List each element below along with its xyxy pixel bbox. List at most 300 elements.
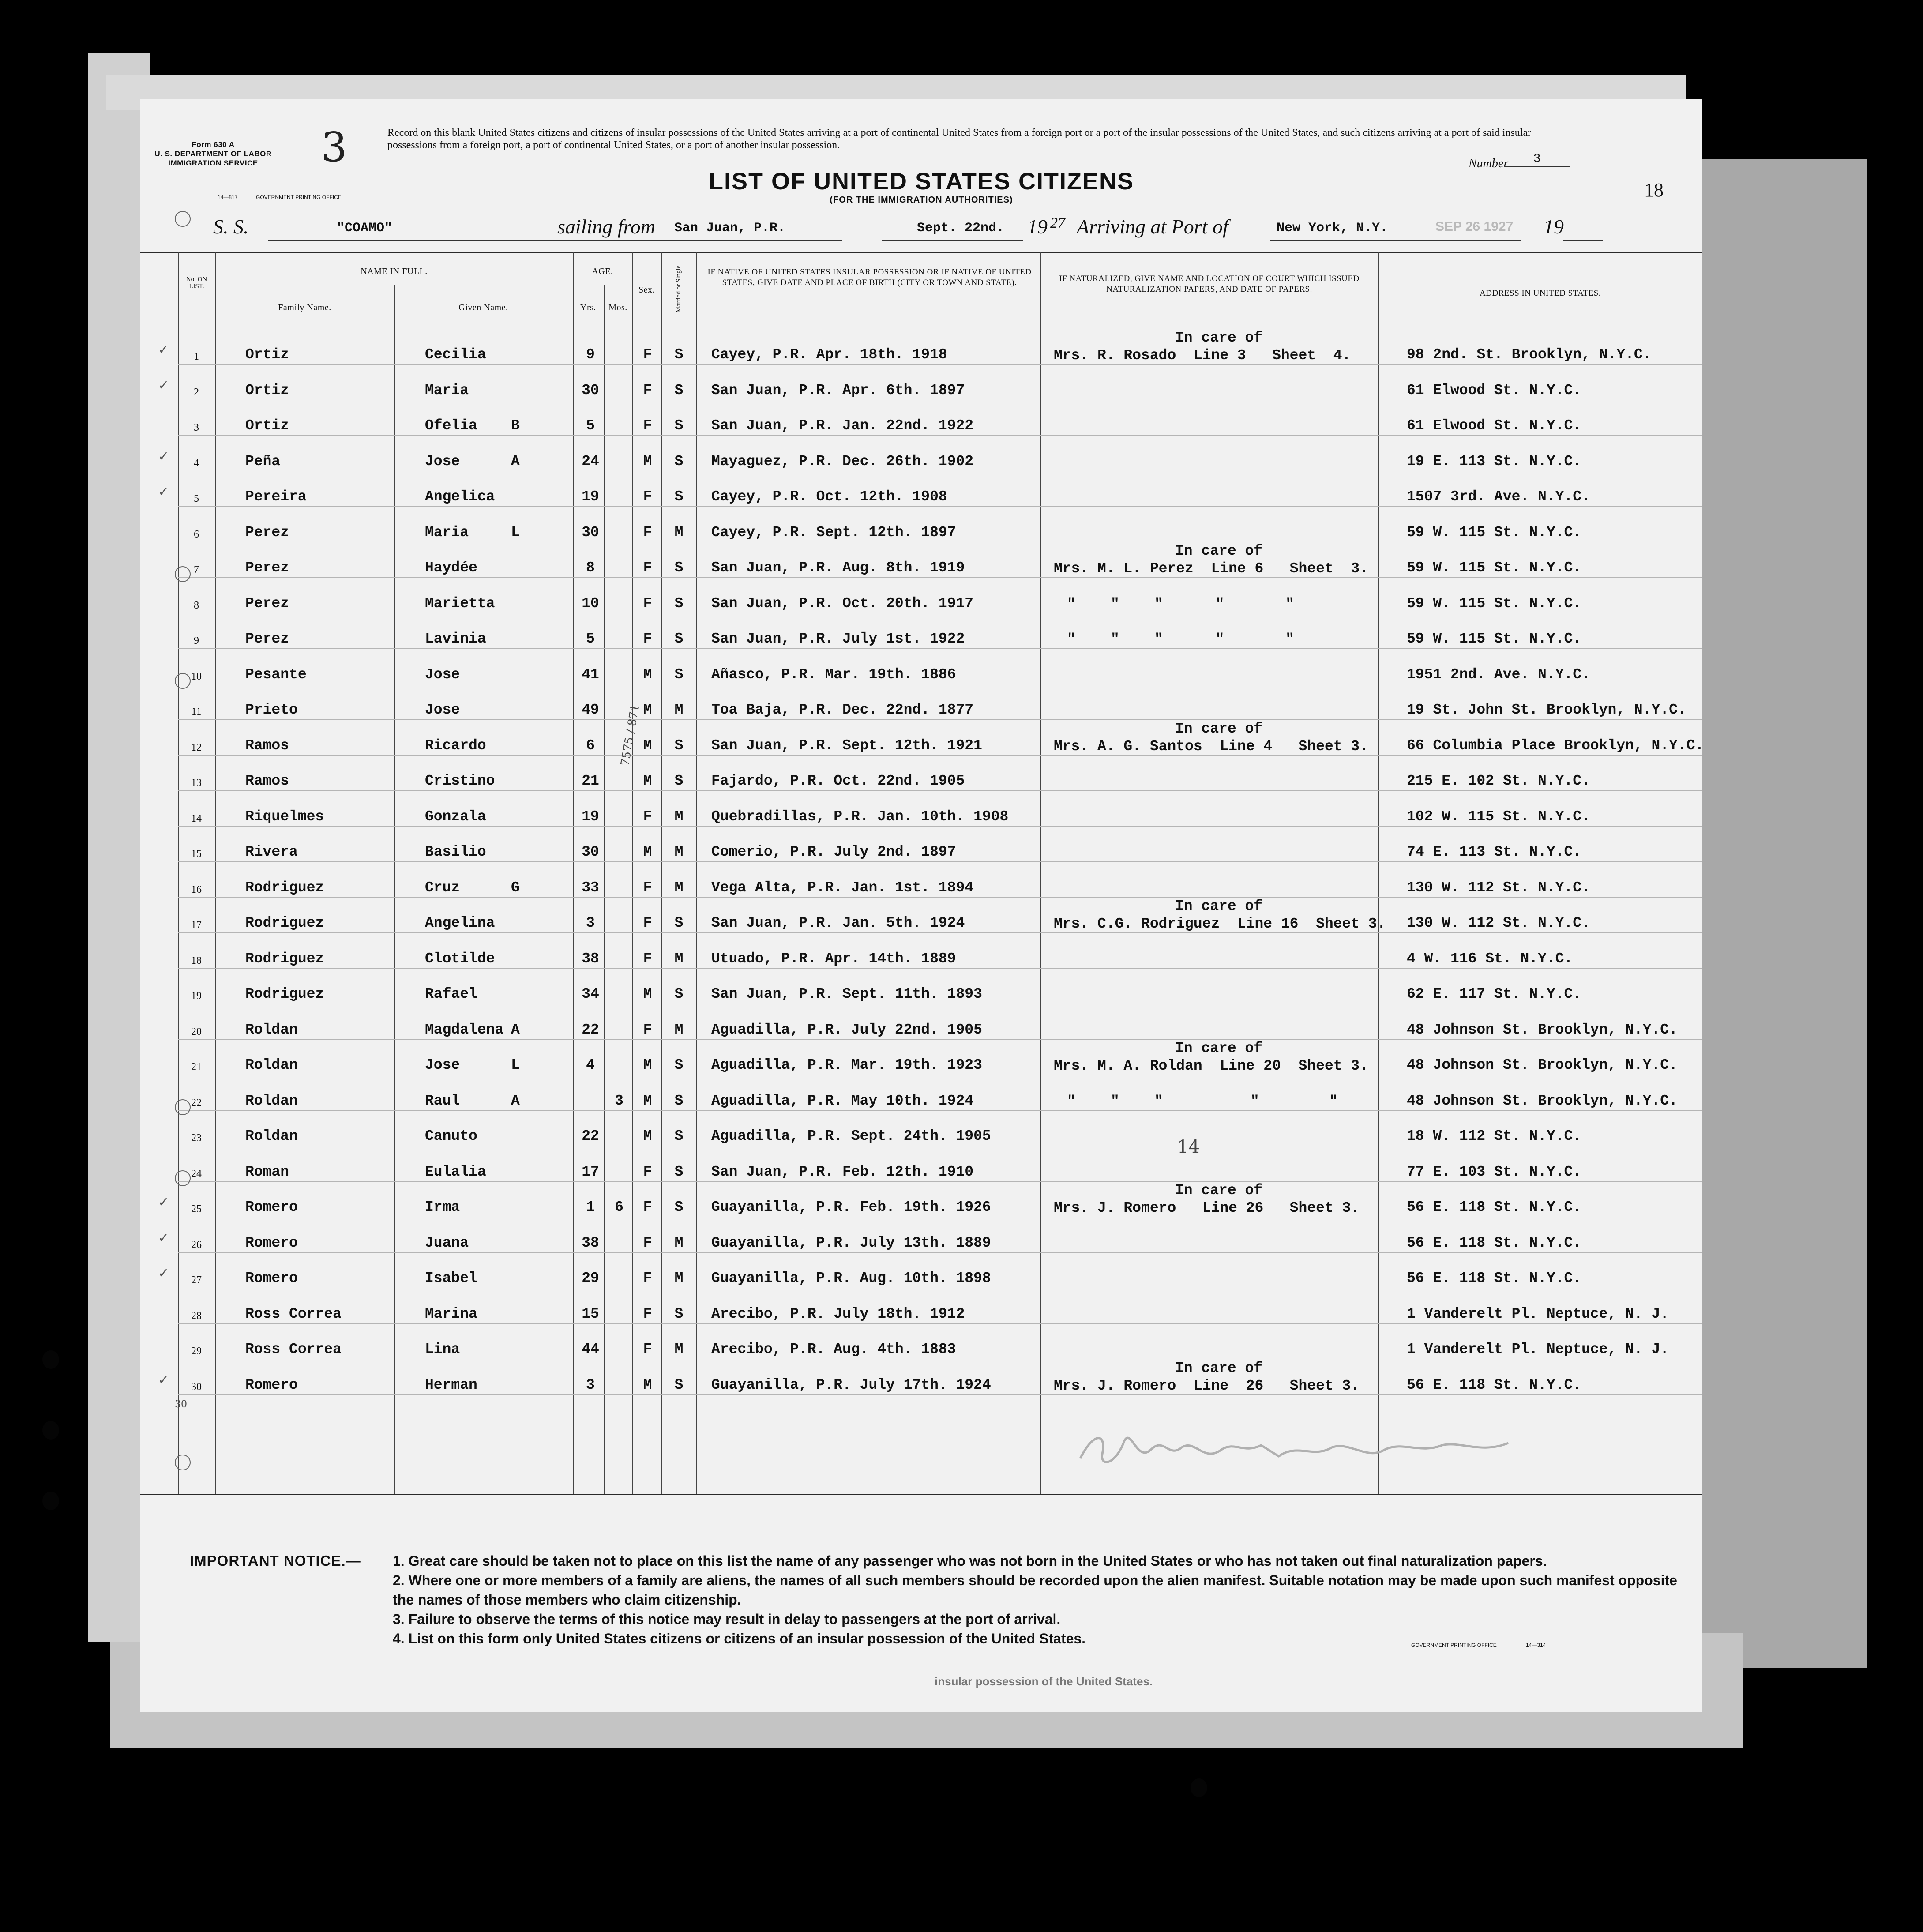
cell-birth: Quebradillas, P.R. Jan. 10th. 1908 (711, 808, 1009, 825)
cell-sex: F (643, 879, 652, 896)
cell-address: 1507 3rd. Ave. N.Y.C. (1407, 489, 1590, 505)
cell-sex: M (643, 844, 652, 860)
cell-sex: F (643, 1341, 652, 1357)
cell-ms: S (674, 453, 684, 470)
line-number: 11 (191, 706, 202, 718)
margin-note: 14 (1177, 1137, 1200, 1157)
cell-ms: S (674, 595, 684, 612)
cell-ms: S (674, 1163, 684, 1180)
cell-yrs: 17 (582, 1163, 599, 1180)
cell-address: 61 Elwood St. N.Y.C. (1407, 417, 1582, 434)
cell-yrs: 3 (586, 915, 595, 931)
cell-birth: Utuado, P.R. Apr. 14th. 1889 (711, 950, 956, 967)
cell-yrs: 9 (586, 346, 595, 363)
manifest-sheet (140, 99, 1702, 1712)
arrival-year-label: 19 (1544, 215, 1564, 238)
cell-birth: Aguadilla, P.R. Mar. 19th. 1923 (711, 1057, 982, 1073)
cell-birth: Aguadilla, P.R. July 22nd. 1905 (711, 1021, 982, 1038)
cell-yrs: 1 (586, 1199, 595, 1215)
cell-birth: Arecibo, P.R. Aug. 4th. 1883 (711, 1341, 956, 1357)
cell-ms: M (674, 524, 684, 541)
cell-given: Jose (425, 702, 460, 718)
cell-family: Ross Correa (245, 1305, 342, 1322)
cell-birth: San Juan, P.R. Apr. 6th. 1897 (711, 382, 965, 398)
ship-name: "COAMO" (337, 221, 393, 236)
circle-mark-icon (175, 673, 191, 689)
cell-given: Isabel (425, 1270, 477, 1286)
table-row (140, 436, 1702, 471)
cell-family: Rodriguez (245, 950, 324, 967)
cell-ms: S (674, 489, 684, 505)
cell-given: Raul (425, 1092, 460, 1109)
header-age: AGE. (592, 267, 613, 276)
line-number: 26 (191, 1239, 202, 1251)
cell-family: Ramos (245, 773, 289, 789)
cell-yrs: 44 (582, 1341, 599, 1357)
check-mark-icon: ✓ (158, 449, 169, 464)
header-naturalized: IF NATURALIZED, GIVE NAME AND LOCATION OF COURT WHICH ISSUED NATURALIZATION PAPERS, AND DATE OF PAPERS. (1059, 274, 1360, 294)
line-number: 4 (194, 457, 199, 469)
cell-ms: S (674, 1092, 684, 1109)
cell-birth: Toa Baja, P.R. Dec. 22nd. 1877 (711, 702, 974, 718)
page-number: 18 (1644, 179, 1664, 201)
table-row (140, 1039, 1702, 1075)
punch-hole (42, 1492, 59, 1510)
table-row (140, 720, 1702, 755)
cell-yrs: 33 (582, 879, 599, 896)
fill-line (882, 239, 1023, 241)
cell-given: Clotilde (425, 950, 495, 967)
cell-address: 56 E. 118 St. N.Y.C. (1407, 1376, 1582, 1393)
fill-line (1270, 239, 1521, 241)
cell-address: 62 E. 117 St. N.Y.C. (1407, 986, 1582, 1002)
check-mark-icon: ✓ (158, 485, 169, 499)
punch-hole (42, 1350, 59, 1369)
circle-mark-icon (175, 1455, 191, 1470)
circle-mark-icon (175, 211, 191, 227)
cell-family: Prieto (245, 702, 298, 718)
cell-address: 4 W. 116 St. N.Y.C. (1407, 950, 1573, 967)
cell-birth: Guayanilla, P.R. July 13th. 1889 (711, 1234, 991, 1251)
table-row (140, 400, 1702, 435)
page-subtitle: (FOR THE IMMIGRATION AUTHORITIES) (830, 195, 1013, 205)
cell-birth: Aguadilla, P.R. Sept. 24th. 1905 (711, 1128, 991, 1144)
cell-init: A (511, 1021, 520, 1038)
circle-mark-icon (175, 566, 191, 582)
cell-family: Rodriguez (245, 986, 324, 1002)
circle-mark-icon (175, 1170, 191, 1186)
cell-yrs: 4 (586, 1057, 595, 1073)
signature-scribble (1076, 1423, 1517, 1476)
cell-family: Romero (245, 1270, 298, 1286)
cell-given: Canuto (425, 1128, 477, 1144)
ditto-marks: " " " " " (1067, 596, 1294, 613)
cell-given: Jose (425, 666, 460, 683)
cell-ms: S (674, 560, 684, 576)
cell-address: 18 W. 112 St. N.Y.C. (1407, 1128, 1582, 1144)
cell-yrs: 24 (582, 453, 599, 470)
line-number: 10 (191, 670, 202, 682)
cell-ms: S (674, 737, 684, 754)
check-mark-icon: ✓ (158, 1266, 169, 1281)
cell-given: Ofelia (425, 417, 477, 434)
cell-mos: 6 (615, 1199, 623, 1215)
cell-given: Marina (425, 1305, 477, 1322)
cell-given: Cristino (425, 773, 495, 789)
care-of-text: Mrs. M. A. Roldan Line 20 Sheet 3. (1054, 1058, 1368, 1074)
cell-address: 48 Johnson St. Brooklyn, N.Y.C. (1407, 1021, 1678, 1038)
cell-address: 1 Vanderelt Pl. Neptuce, N. J. (1407, 1341, 1669, 1357)
cell-address: 56 E. 118 St. N.Y.C. (1407, 1199, 1582, 1215)
cell-yrs: 49 (582, 702, 599, 718)
care-of-label: In care of (1175, 330, 1263, 346)
table-row (140, 1110, 1702, 1146)
cell-ms: M (674, 808, 684, 825)
cell-ms: S (674, 346, 684, 363)
cell-ms: M (674, 844, 684, 860)
cell-given: Maria (425, 382, 469, 398)
line-number: 3 (194, 422, 199, 433)
header-sex: Sex. (638, 285, 655, 295)
cell-sex: F (643, 1021, 652, 1038)
notice-item-2: 2. Where one or more members of a family are aliens, the names of all such members should be recorded upon the alien manifest. Suitable notation may be made upon such manifest opposite the names of those members who claim citizenship. (393, 1572, 1677, 1608)
punch-hole (42, 1421, 59, 1440)
care-of-text: Mrs. M. L. Perez Line 6 Sheet 3. (1054, 560, 1368, 577)
cell-address: 19 E. 113 St. N.Y.C. (1407, 453, 1582, 470)
notice-item-3: 3. Failure to observe the terms of this notice may result in delay to passengers at the port of arrival. (393, 1611, 1061, 1627)
cell-address: 77 E. 103 St. N.Y.C. (1407, 1163, 1582, 1180)
care-of-label: In care of (1175, 898, 1263, 914)
table-row (140, 578, 1702, 613)
cell-given: Lina (425, 1341, 460, 1357)
cell-init: L (511, 524, 520, 541)
cell-birth: San Juan, P.R. Feb. 12th. 1910 (711, 1163, 974, 1180)
line-number: 16 (191, 883, 202, 895)
line-number: 12 (191, 741, 202, 753)
table-row (140, 862, 1702, 897)
cell-given: Cruz (425, 879, 460, 896)
table-row (140, 1075, 1702, 1110)
line-number: 8 (194, 599, 199, 611)
care-of-text: Mrs. A. G. Santos Line 4 Sheet 3. (1054, 738, 1368, 755)
cell-birth: Arecibo, P.R. July 18th. 1912 (711, 1305, 965, 1322)
cell-family: Romero (245, 1234, 298, 1251)
notice-body (393, 1551, 1694, 1648)
line-number: 9 (194, 635, 199, 647)
care-of-label: In care of (1175, 1182, 1263, 1199)
cell-birth: Aguadilla, P.R. May 10th. 1924 (711, 1092, 974, 1109)
cell-birth: Mayaguez, P.R. Dec. 26th. 1902 (711, 453, 974, 470)
cell-birth: San Juan, P.R. Sept. 11th. 1893 (711, 986, 982, 1002)
cell-ms: S (674, 417, 684, 434)
cell-sex: F (643, 382, 652, 398)
line-number: 24 (191, 1168, 202, 1180)
cell-birth: Comerio, P.R. July 2nd. 1897 (711, 844, 956, 860)
service-name: IMMIGRATION SERVICE (168, 159, 258, 167)
fill-line (670, 239, 842, 241)
check-mark-icon: ✓ (158, 378, 169, 393)
cell-given: Irma (425, 1199, 460, 1215)
under-sheet-text: insular possession of the United States. (935, 1675, 1153, 1688)
cell-sex: F (643, 1234, 652, 1251)
cell-yrs: 21 (582, 773, 599, 789)
cell-yrs: 5 (586, 417, 595, 434)
cell-birth: Guayanilla, P.R. July 17th. 1924 (711, 1376, 991, 1393)
check-mark-icon: ✓ (158, 342, 169, 357)
cell-birth: Guayanilla, P.R. Aug. 10th. 1898 (711, 1270, 991, 1286)
department-name: U. S. DEPARTMENT OF LABOR (154, 150, 272, 158)
footer-printing-office: GOVERNMENT PRINTING OFFICE (1411, 1642, 1497, 1648)
cell-family: Ortiz (245, 346, 289, 363)
line-number: 20 (191, 1026, 202, 1037)
line-number: 29 (191, 1346, 202, 1357)
cell-sex: F (643, 1199, 652, 1215)
care-of-label: In care of (1175, 720, 1263, 737)
cell-family: Ross Correa (245, 1341, 342, 1357)
cell-family: Roman (245, 1163, 289, 1180)
cell-yrs: 22 (582, 1128, 599, 1144)
line-number: 21 (191, 1061, 202, 1073)
cell-yrs: 19 (582, 808, 599, 825)
check-mark-icon: ✓ (158, 1195, 169, 1210)
cell-address: 66 Columbia Place Brooklyn, N.Y.C. (1407, 737, 1704, 754)
cell-address: 102 W. 115 St. N.Y.C. (1407, 808, 1590, 825)
line-number: 17 (191, 919, 202, 931)
cell-family: Roldan (245, 1057, 298, 1073)
cell-yrs: 6 (586, 737, 595, 754)
table-top-rule (140, 252, 1702, 253)
line-number: 30 (191, 1381, 202, 1393)
cell-given: Rafael (425, 986, 477, 1002)
line-number: 14 (191, 812, 202, 824)
cell-family: Rodriguez (245, 879, 324, 896)
header-address: ADDRESS IN UNITED STATES. (1480, 289, 1601, 298)
cell-sex: F (643, 808, 652, 825)
line-number: 1 (194, 351, 199, 362)
cell-ms: S (674, 382, 684, 398)
cell-sex: F (643, 1270, 652, 1286)
cell-yrs: 38 (582, 1234, 599, 1251)
margin-note: 30 (175, 1399, 187, 1410)
cell-address: 19 St. John St. Brooklyn, N.Y.C. (1407, 702, 1686, 718)
cell-address: 98 2nd. St. Brooklyn, N.Y.C. (1407, 346, 1652, 363)
cell-birth: Fajardo, P.R. Oct. 22nd. 1905 (711, 773, 965, 789)
fill-line (268, 239, 683, 241)
cell-init: A (511, 1092, 520, 1109)
table-row (140, 684, 1702, 719)
cell-family: Ortiz (245, 382, 289, 398)
cell-ms: S (674, 1057, 684, 1073)
ss-label: S. S. (213, 215, 249, 238)
year-label: 19 (1027, 215, 1048, 238)
cell-address: 56 E. 118 St. N.Y.C. (1407, 1234, 1582, 1251)
cell-sex: M (643, 737, 652, 754)
table-row (140, 365, 1702, 400)
cell-family: Rivera (245, 844, 298, 860)
from-port: San Juan, P.R. (674, 221, 786, 236)
cell-given: Angelica (425, 489, 495, 505)
table-row (140, 897, 1702, 932)
cell-yrs: 30 (582, 844, 599, 860)
notice-heading: IMPORTANT NOTICE.— (190, 1552, 361, 1569)
cell-given: Gonzala (425, 808, 486, 825)
cell-birth: San Juan, P.R. Aug. 8th. 1919 (711, 560, 965, 576)
cell-sex: F (643, 1163, 652, 1180)
back-sheet-right (1677, 159, 1867, 1668)
line-number: 5 (194, 493, 199, 504)
cell-yrs: 30 (582, 382, 599, 398)
table-row (140, 1217, 1702, 1252)
cell-yrs: 15 (582, 1305, 599, 1322)
table-row (140, 1252, 1702, 1288)
cell-sex: M (643, 453, 652, 470)
cell-birth: San Juan, P.R. Jan. 5th. 1924 (711, 915, 965, 931)
cell-ms: M (674, 950, 684, 967)
inspector-signature (1076, 1423, 1517, 1478)
cell-address: 48 Johnson St. Brooklyn, N.Y.C. (1407, 1057, 1678, 1073)
table-row (140, 1288, 1702, 1323)
cell-sex: F (643, 524, 652, 541)
cell-sex: M (643, 1376, 652, 1393)
cell-ms: S (674, 1305, 684, 1322)
cell-sex: M (643, 666, 652, 683)
ditto-marks: " " " " " (1067, 1093, 1338, 1110)
handwritten-number: 3 (321, 124, 347, 171)
cell-birth: San Juan, P.R. Sept. 12th. 1921 (711, 737, 982, 754)
year-value: 27 (1050, 215, 1065, 231)
line-number: 15 (191, 848, 202, 860)
sailing-date: Sept. 22nd. (917, 221, 1005, 236)
line-number: 13 (191, 777, 202, 789)
cell-family: Perez (245, 631, 289, 647)
care-of-text: Mrs. J. Romero Line 26 Sheet 3. (1054, 1377, 1360, 1394)
cell-init: B (511, 417, 520, 434)
table-row (140, 613, 1702, 648)
cell-address: 59 W. 115 St. N.Y.C. (1407, 595, 1582, 612)
cell-given: Eulalia (425, 1163, 486, 1180)
care-of-label: In care of (1175, 543, 1263, 559)
table-row (140, 471, 1702, 506)
check-mark-icon: ✓ (158, 1372, 169, 1387)
cell-init: A (511, 453, 520, 470)
cell-ms: S (674, 986, 684, 1002)
cell-birth: Vega Alta, P.R. Jan. 1st. 1894 (711, 879, 974, 896)
table-row (140, 1004, 1702, 1039)
header-given-name: Given Name. (458, 303, 508, 312)
table-row (140, 933, 1702, 968)
cell-ms: S (674, 773, 684, 789)
row-rule (178, 1394, 1702, 1395)
cell-ms: M (674, 1021, 684, 1038)
cell-ms: S (674, 666, 684, 683)
cell-yrs: 3 (586, 1376, 595, 1393)
arriving-label: Arriving at Port of (1077, 215, 1228, 238)
care-of-text: Mrs. R. Rosado Line 3 Sheet 4. (1054, 347, 1351, 364)
cell-family: Romero (245, 1376, 298, 1393)
cell-address: 74 E. 113 St. N.Y.C. (1407, 844, 1582, 860)
circle-mark-icon (175, 1099, 191, 1115)
table-row (140, 507, 1702, 542)
punch-hole (1191, 1778, 1207, 1797)
to-port: New York, N.Y. (1277, 221, 1388, 236)
cell-ms: M (674, 1234, 684, 1251)
cell-family: Pereira (245, 489, 307, 505)
cell-address: 215 E. 102 St. N.Y.C. (1407, 773, 1590, 789)
cell-given: Ricardo (425, 737, 486, 754)
cell-family: Roldan (245, 1128, 298, 1144)
cell-family: Romero (245, 1199, 298, 1215)
cell-given: Jose (425, 453, 460, 470)
cell-sex: F (643, 631, 652, 647)
header-no-on-list: No. ON LIST. (186, 276, 207, 290)
cell-family: Perez (245, 595, 289, 612)
cell-address: 56 E. 118 St. N.Y.C. (1407, 1270, 1582, 1286)
cell-sex: M (643, 702, 652, 718)
cell-given: Jose (425, 1057, 460, 1073)
cell-birth: Cayey, P.R. Oct. 12th. 1908 (711, 489, 947, 505)
cell-ms: M (674, 702, 684, 718)
table-row (140, 1181, 1702, 1217)
line-number: 22 (191, 1097, 202, 1109)
cell-sex: F (643, 346, 652, 363)
cell-given: Marietta (425, 595, 495, 612)
record-instructions: Record on this blank United States citizens and citizens of insular possessions of the United States arriving at a port of continental United States from a foreign port or a port of the insular possessions of the United States, and such citizens arriving at a port of said insular possessions from a foreign port, a port of continental United States, or a port of another insular possession. (387, 127, 1532, 151)
cell-given: Herman (425, 1376, 477, 1393)
cell-ms: S (674, 1376, 684, 1393)
cell-address: 59 W. 115 St. N.Y.C. (1407, 524, 1582, 541)
printing-code: 14—817 (218, 194, 238, 200)
cell-address: 1951 2nd. Ave. N.Y.C. (1407, 666, 1590, 683)
cell-ms: S (674, 1128, 684, 1144)
cell-family: Ramos (245, 737, 289, 754)
cell-sex: F (643, 595, 652, 612)
cell-family: Peña (245, 453, 281, 470)
cell-yrs: 29 (582, 1270, 599, 1286)
notice-item-4: 4. List on this form only United States citizens or citizens of an insular possession of the United States. (393, 1631, 1086, 1646)
margin-note: 7575 / 871 (618, 703, 642, 767)
header-mos: Mos. (608, 303, 627, 312)
care-of-text: Mrs. C.G. Rodriguez Line 16 Sheet 3. (1054, 916, 1386, 932)
cell-yrs: 34 (582, 986, 599, 1002)
cell-sex: M (643, 773, 652, 789)
cell-address: 59 W. 115 St. N.Y.C. (1407, 560, 1582, 576)
line-number: 6 (194, 528, 199, 540)
cell-yrs: 41 (582, 666, 599, 683)
cell-ms: M (674, 1341, 684, 1357)
cell-address: 48 Johnson St. Brooklyn, N.Y.C. (1407, 1092, 1678, 1109)
cell-sex: M (643, 1057, 652, 1073)
cell-ms: S (674, 1199, 684, 1215)
number-value: 3 (1504, 152, 1570, 167)
form-number: Form 630 A (192, 140, 235, 149)
cell-yrs: 30 (582, 524, 599, 541)
header-family-name: Family Name. (278, 303, 331, 312)
cell-birth: San Juan, P.R. July 1st. 1922 (711, 631, 965, 647)
line-number: 27 (191, 1274, 202, 1286)
cell-address: 1 Vanderelt Pl. Neptuce, N. J. (1407, 1305, 1669, 1322)
header-name-in-full: NAME IN FULL. (361, 267, 428, 276)
cell-mos: 3 (615, 1092, 623, 1109)
cell-family: Pesante (245, 666, 307, 683)
care-of-label: In care of (1175, 1040, 1263, 1056)
cell-birth: San Juan, P.R. Jan. 22nd. 1922 (711, 417, 974, 434)
check-mark-icon: ✓ (158, 1230, 169, 1245)
cell-sex: F (643, 489, 652, 505)
cell-family: Roldan (245, 1092, 298, 1109)
header-birth: IF NATIVE OF UNITED STATES INSULAR POSSESSION OR IF NATIVE OF UNITED STATES, GIVE DATE AND PLACE OF BIRTH (CITY OR TOWN AND STATE). (707, 267, 1032, 287)
header-married-single: Married or Single. (675, 263, 682, 313)
table-row (140, 1323, 1702, 1359)
